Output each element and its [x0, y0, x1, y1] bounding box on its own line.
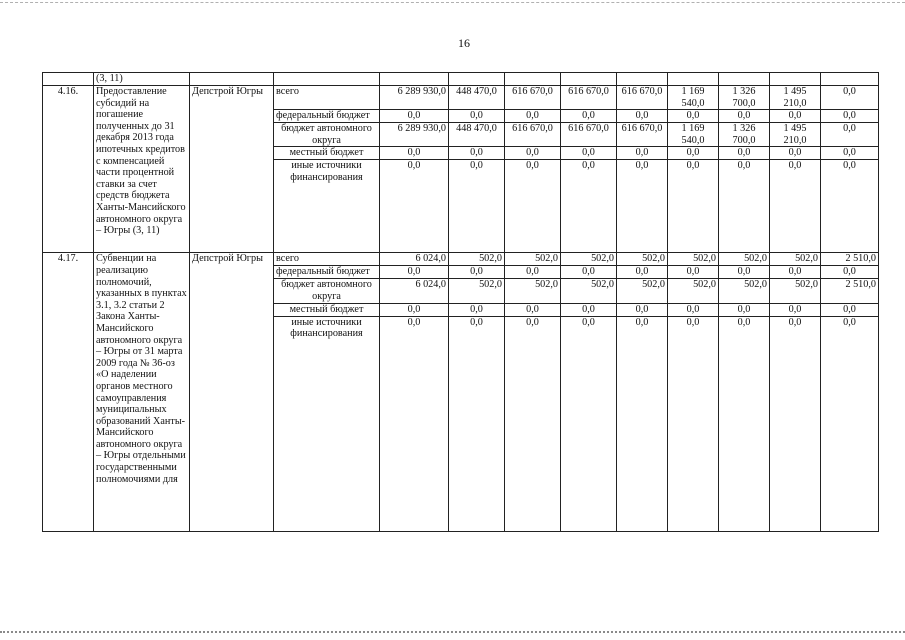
value-cell: 0,0 [821, 266, 879, 279]
value-cell: 502,0 [617, 253, 668, 266]
continuation-row [43, 73, 879, 86]
table-cell [380, 73, 449, 86]
value-cell: 1 326 700,0 [719, 123, 770, 147]
value-cell: 616 670,0 [505, 123, 561, 147]
value-cell: 0,0 [505, 303, 561, 316]
activity-name: Субвенции на реализацию полномочий, указанных в пунктах 3.1, 3.2 статьи 2 Закона Ханты-Мансийского автономного округа – Югры от 31 марта 2009 года № 36-оз «О наделении органов местного самоуправления муниципальных образований Ханты-Мансийского автономного округа – Югры отдельными государственными полномочиями для [94, 253, 190, 531]
value-cell: 0,0 [449, 303, 505, 316]
value-cell: 1 495 210,0 [770, 86, 821, 110]
source-label: всего [274, 86, 380, 110]
value-cell: 0,0 [561, 303, 617, 316]
value-cell: 0,0 [505, 147, 561, 160]
source-label: бюджет автономного округа [274, 123, 380, 147]
value-cell: 0,0 [561, 147, 617, 160]
value-cell: 0,0 [449, 147, 505, 160]
table-cell [43, 73, 94, 86]
value-cell: 0,0 [505, 266, 561, 279]
value-cell: 0,0 [449, 316, 505, 531]
table-cell [719, 73, 770, 86]
value-cell: 0,0 [770, 160, 821, 253]
row-number: 4.17. [43, 253, 94, 531]
executor: Депстрой Югры [190, 86, 274, 253]
value-cell: 502,0 [561, 253, 617, 266]
source-label: иные источники финансирования [274, 316, 380, 531]
source-label: местный бюджет [274, 303, 380, 316]
source-label: местный бюджет [274, 147, 380, 160]
value-cell: 502,0 [770, 253, 821, 266]
value-cell: 0,0 [380, 303, 449, 316]
source-label: федеральный бюджет [274, 266, 380, 279]
table-row [43, 253, 879, 266]
value-cell: 502,0 [449, 253, 505, 266]
value-cell: 0,0 [617, 316, 668, 531]
value-cell: 0,0 [719, 266, 770, 279]
value-cell: 2 510,0 [821, 279, 879, 303]
table-cell [821, 73, 879, 86]
value-cell: 502,0 [449, 279, 505, 303]
value-cell: 0,0 [449, 110, 505, 123]
value-cell: 0,0 [561, 160, 617, 253]
value-cell: 0,0 [821, 147, 879, 160]
value-cell: 0,0 [380, 160, 449, 253]
value-cell: 0,0 [668, 110, 719, 123]
value-cell: 502,0 [719, 279, 770, 303]
page-number: 16 [458, 36, 470, 50]
value-cell: 502,0 [668, 253, 719, 266]
value-cell: 6 024,0 [380, 253, 449, 266]
value-cell: 502,0 [668, 279, 719, 303]
value-cell: 6 289 930,0 [380, 86, 449, 110]
source-label: федеральный бюджет [274, 110, 380, 123]
value-cell: 616 670,0 [617, 86, 668, 110]
value-cell: 448 470,0 [449, 123, 505, 147]
value-cell: 0,0 [617, 110, 668, 123]
scan-top-edge [0, 2, 905, 3]
value-cell: 0,0 [770, 110, 821, 123]
value-cell: 0,0 [380, 110, 449, 123]
value-cell: 0,0 [668, 160, 719, 253]
source-label: всего [274, 253, 380, 266]
value-cell: 0,0 [719, 147, 770, 160]
value-cell: 502,0 [561, 279, 617, 303]
row-number: 4.16. [43, 86, 94, 253]
value-cell: 0,0 [719, 303, 770, 316]
value-cell: 0,0 [668, 266, 719, 279]
value-cell: 0,0 [617, 303, 668, 316]
value-cell: 0,0 [617, 147, 668, 160]
value-cell: 0,0 [505, 316, 561, 531]
value-cell: 0,0 [505, 160, 561, 253]
value-cell: 616 670,0 [561, 86, 617, 110]
value-cell: 0,0 [617, 266, 668, 279]
budget-table [42, 72, 879, 532]
value-cell: 0,0 [380, 147, 449, 160]
value-cell: 0,0 [561, 110, 617, 123]
value-cell: 0,0 [668, 316, 719, 531]
value-cell: 0,0 [719, 316, 770, 531]
value-cell: 0,0 [821, 123, 879, 147]
value-cell: 448 470,0 [449, 86, 505, 110]
continuation-fragment: (3, 11) [94, 73, 190, 86]
table-cell [561, 73, 617, 86]
value-cell: 502,0 [719, 253, 770, 266]
value-cell: 0,0 [770, 147, 821, 160]
value-cell: 0,0 [770, 303, 821, 316]
value-cell: 2 510,0 [821, 253, 879, 266]
value-cell: 0,0 [770, 316, 821, 531]
value-cell: 0,0 [719, 110, 770, 123]
table-cell [770, 73, 821, 86]
table-cell [505, 73, 561, 86]
value-cell: 502,0 [770, 279, 821, 303]
table-row [43, 86, 879, 110]
value-cell: 0,0 [561, 316, 617, 531]
value-cell: 0,0 [561, 266, 617, 279]
value-cell: 0,0 [821, 110, 879, 123]
value-cell: 0,0 [380, 266, 449, 279]
value-cell: 0,0 [380, 316, 449, 531]
source-label: бюджет автономного округа [274, 279, 380, 303]
value-cell: 0,0 [821, 316, 879, 531]
value-cell: 1 169 540,0 [668, 86, 719, 110]
activity-name: Предоставление субсидий на погашение полученных до 31 декабря 2013 года ипотечных кредитов с компенсацией части процентной ставки за счет средств бюджета Ханты-Мансийского автономного округа – Югры (3, 11) [94, 86, 190, 253]
table-cell [617, 73, 668, 86]
value-cell: 616 670,0 [617, 123, 668, 147]
value-cell: 616 670,0 [561, 123, 617, 147]
value-cell: 0,0 [770, 266, 821, 279]
value-cell: 6 289 930,0 [380, 123, 449, 147]
value-cell: 0,0 [449, 266, 505, 279]
value-cell: 0,0 [719, 160, 770, 253]
value-cell: 502,0 [505, 279, 561, 303]
table-cell [668, 73, 719, 86]
value-cell: 502,0 [617, 279, 668, 303]
value-cell: 1 495 210,0 [770, 123, 821, 147]
value-cell: 0,0 [821, 303, 879, 316]
value-cell: 1 169 540,0 [668, 123, 719, 147]
value-cell: 0,0 [449, 160, 505, 253]
value-cell: 6 024,0 [380, 279, 449, 303]
table-cell [190, 73, 274, 86]
scan-bottom-edge [0, 631, 905, 633]
table-cell [274, 73, 380, 86]
source-label: иные источники финансирования [274, 160, 380, 253]
value-cell: 502,0 [505, 253, 561, 266]
value-cell: 0,0 [617, 160, 668, 253]
value-cell: 0,0 [505, 110, 561, 123]
value-cell: 1 326 700,0 [719, 86, 770, 110]
table-cell [449, 73, 505, 86]
value-cell: 0,0 [668, 147, 719, 160]
value-cell: 0,0 [821, 160, 879, 253]
executor: Депстрой Югры [190, 253, 274, 531]
value-cell: 616 670,0 [505, 86, 561, 110]
value-cell: 0,0 [821, 86, 879, 110]
value-cell: 0,0 [668, 303, 719, 316]
